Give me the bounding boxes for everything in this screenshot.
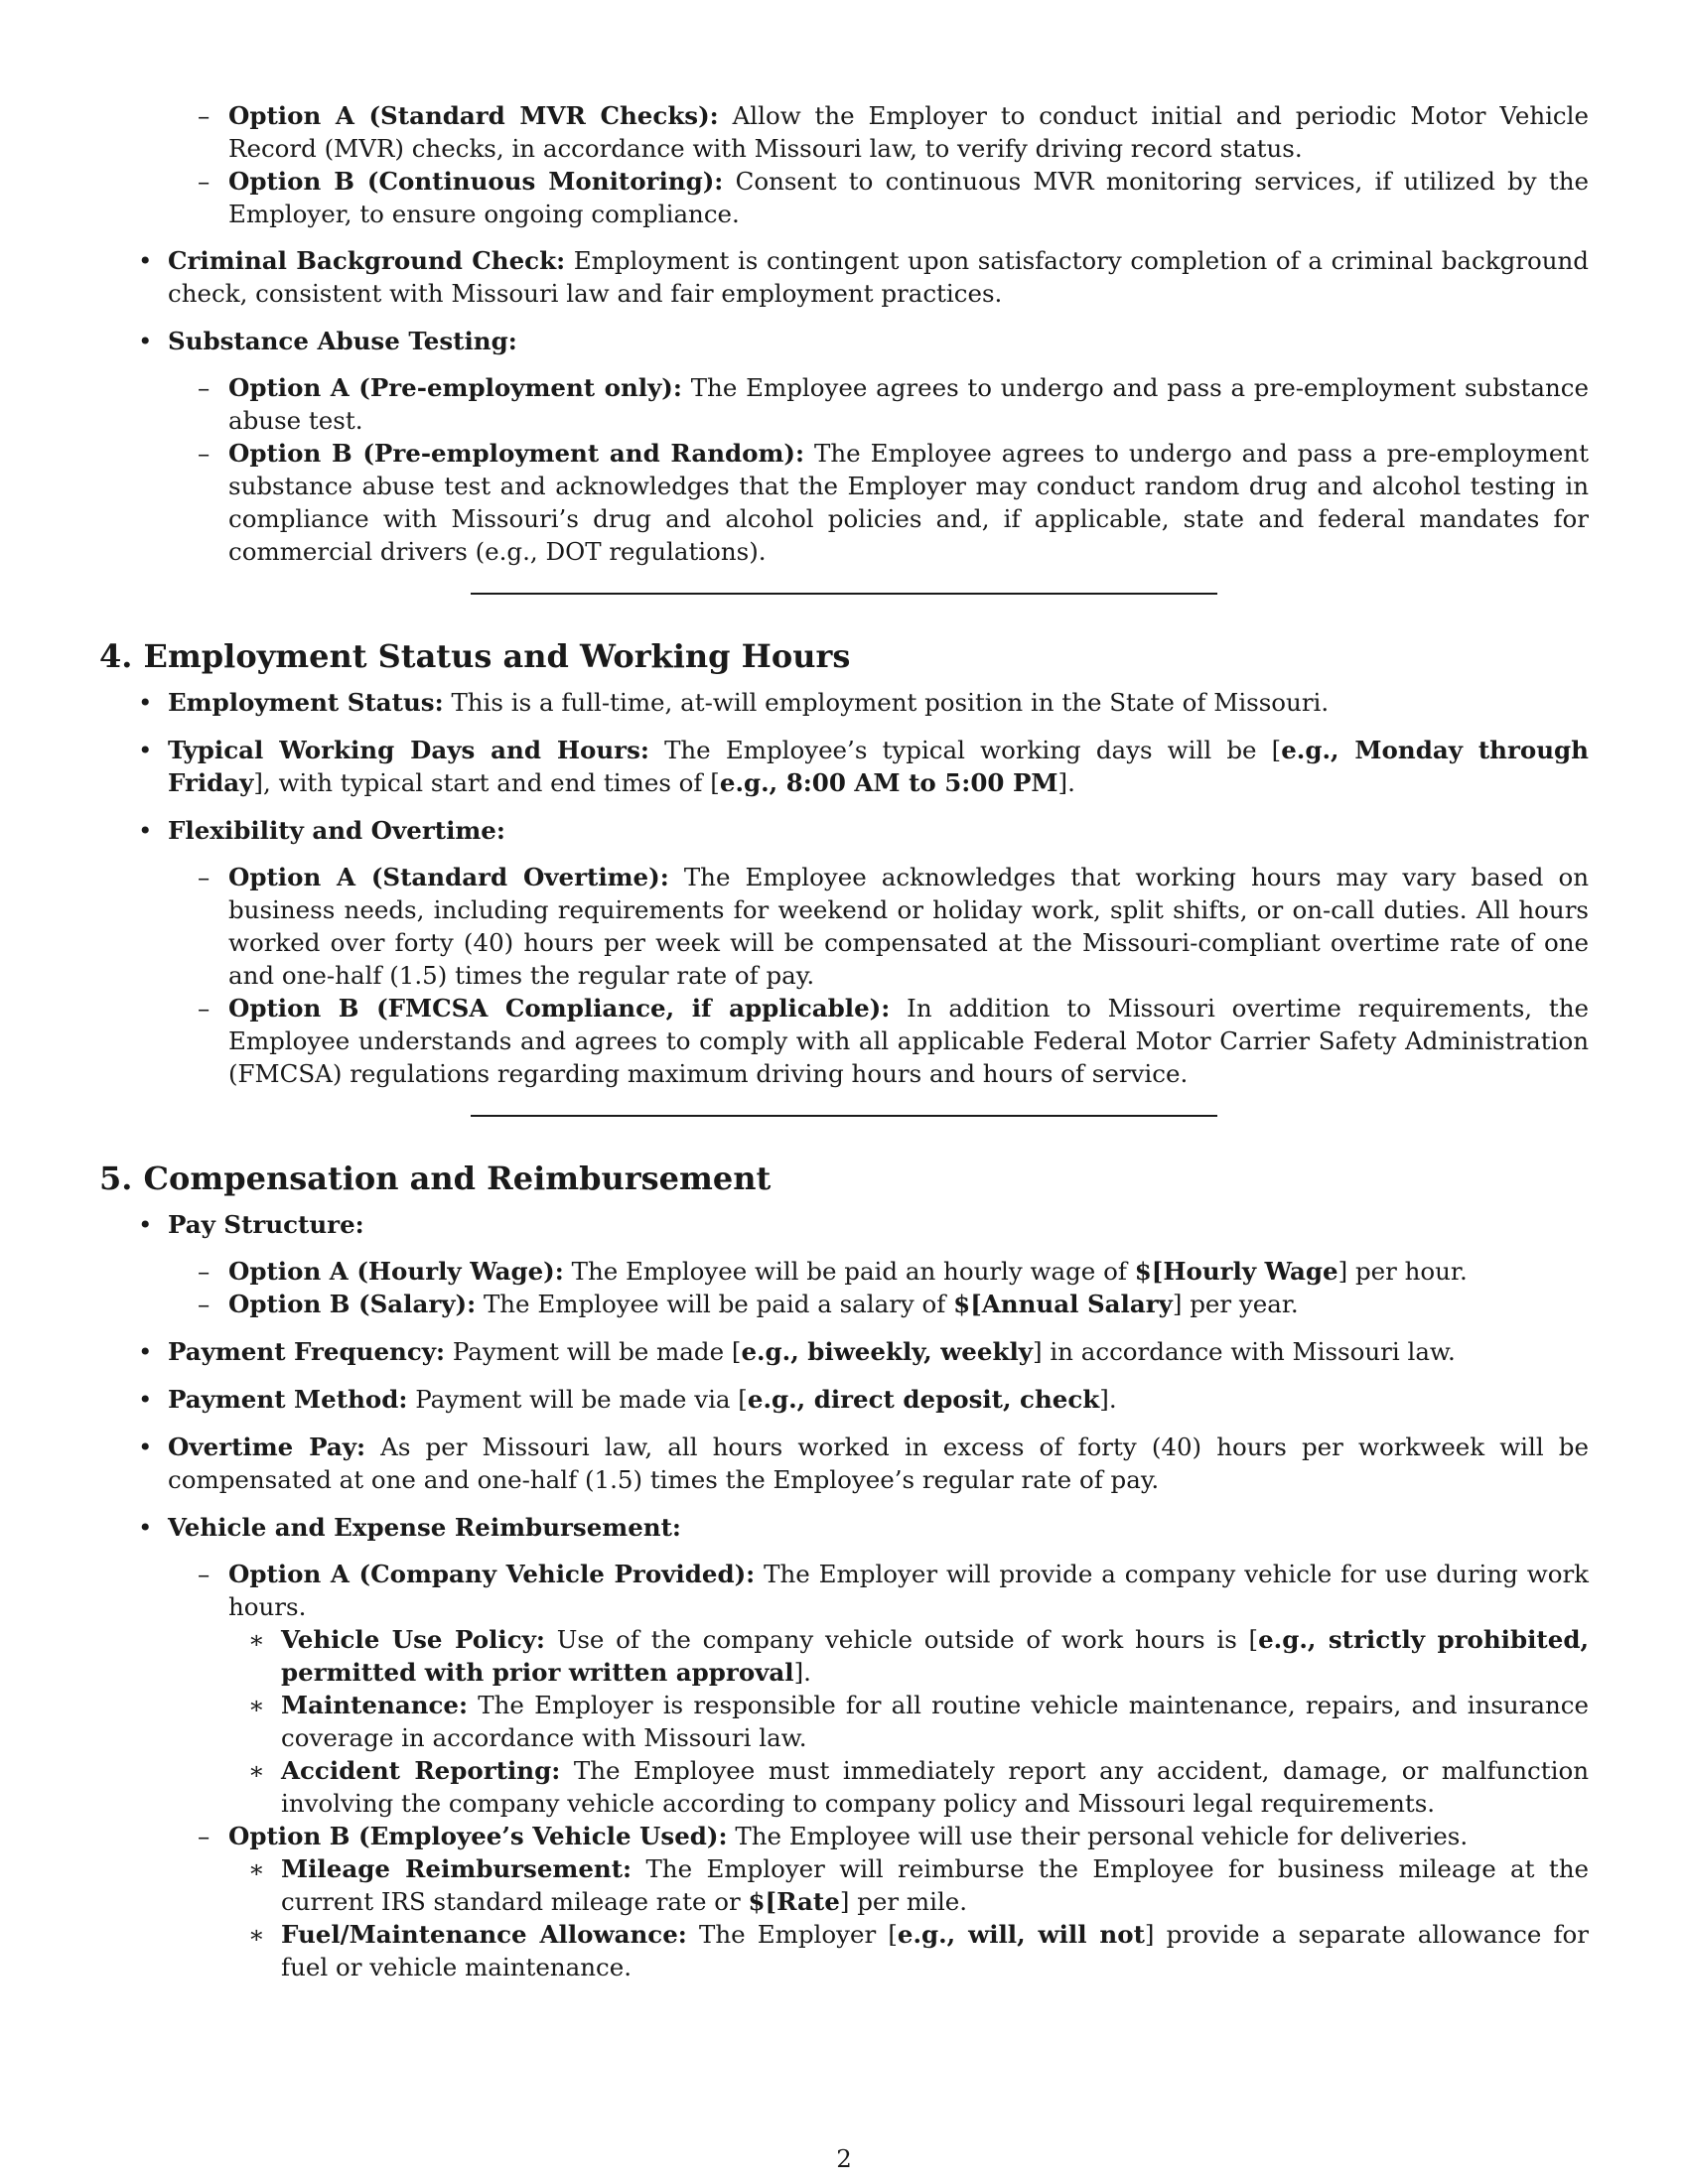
- company-vehicle-terms: [228, 1623, 1589, 1820]
- vehicle-maintenance: ∗ Maintenance: The Employer is responsible for all routine vehicle maintenance, repairs, and insurance coverage in accordance with Missouri law.: [228, 1689, 1589, 1754]
- pay-options: [168, 1255, 1589, 1320]
- pay-option-a: – Option A (Hourly Wage): The Employee will be paid an hourly wage of $[Hourly Wage] per hour.: [168, 1255, 1589, 1288]
- vehicle-reimbursement-item: • Vehicle and Expense Reimbursement: – Option A (Company Vehicle Provided): The Employer will provide a company vehicle for use during work hours. ∗ Vehicle Use Policy: Use of the company vehicle outside of work hours is [e.g., strictly prohibited, permitted with prior written approval]. ∗ Maintenance: The Employer is responsible for all routine vehicle maintenance, repairs, and insurance coverage in accordance with Missouri law. ∗ Accident Reporting: The Employee must immediately report any accident, damage, or malfunction involving the company vehicle according to company policy and Missouri legal requirements. – Option B (Employee’s Vehicle Used): The Employee will use their personal vehicle for deliveries. ∗ Mileage Reimbursement: The Employer will reimburse the Employee for business mileage at the current IRS standard mileage rate or $[Rate] per mile. ∗ Fuel/Maintenance Allowance: The Employer [e.g., will, will not] provide a separate allowance for fuel or vehicle maintenance.: [99, 1511, 1589, 1983]
- working-days-item: • Typical Working Days and Hours: The Employee’s typical working days will be [e.g., Monday through Friday], with typical start and end times of [e.g., 8:00 AM to 5:00 PM].: [99, 734, 1589, 799]
- section-4-list: [99, 686, 1589, 1090]
- fuel-allowance: ∗ Fuel/Maintenance Allowance: The Employer [e.g., will, will not] provide a separate allowance for fuel or vehicle maintenance.: [228, 1918, 1589, 1983]
- employment-status-item: • Employment Status: This is a full-time, at-will employment position in the State of Missouri.: [99, 686, 1589, 719]
- mvr-option-a: – Option A (Standard MVR Checks): Allow the Employer to conduct initial and periodic Motor Vehicle Record (MVR) checks, in accordance with Missouri law, to verify driving record status.: [99, 99, 1589, 165]
- mvr-options: [99, 99, 1589, 230]
- overtime-option-a: – Option A (Standard Overtime): The Employee acknowledges that working hours may vary based on business needs, including requirements for weekend or holiday work, split shifts, or on-call duties. All hours worked over forty (40) hours per week will be compensated at the Missouri-compliant overtime rate of one and one-half (1.5) times the regular rate of pay.: [168, 861, 1589, 992]
- section-divider: [471, 1115, 1217, 1117]
- criminal-check-item: • Criminal Background Check: Employment is contingent upon satisfactory completion of a criminal background check, consistent with Missouri law and fair employment practices.: [99, 244, 1589, 310]
- substance-option-b: – Option B (Pre-employment and Random): The Employee agrees to undergo and pass a pre-employment substance abuse test and acknowledges that the Employer may conduct random drug and alcohol testing in compliance with Missouri’s drug and alcohol policies and, if applicable, state and federal mandates for commercial drivers (e.g., DOT regulations).: [168, 437, 1589, 568]
- vehicle-options: [168, 1558, 1589, 1983]
- document-page: [99, 99, 1589, 1998]
- section-5-list: [99, 1208, 1589, 1983]
- overtime-option-b: – Option B (FMCSA Compliance, if applicable): In addition to Missouri overtime requirements, the Employee understands and agrees to comply with all applicable Federal Motor Carrier Safety Administration (FMCSA) regulations regarding maximum driving hours and hours of service.: [168, 992, 1589, 1090]
- vehicle-option-b: – Option B (Employee’s Vehicle Used): The Employee will use their personal vehicle for deliveries. ∗ Mileage Reimbursement: The Employer will reimburse the Employee for business mileage at the current IRS standard mileage rate or $[Rate] per mile. ∗ Fuel/Maintenance Allowance: The Employer [e.g., will, will not] provide a separate allowance for fuel or vehicle maintenance.: [168, 1820, 1589, 1983]
- substance-testing-item: • Substance Abuse Testing: – Option A (Pre-employment only): The Employee agrees to undergo and pass a pre-employment substance abuse test. – Option B (Pre-employment and Random): The Employee agrees to undergo and pass a pre-employment substance abuse test and acknowledges that the Employer may conduct random drug and alcohol testing in compliance with Missouri’s drug and alcohol policies and, if applicable, state and federal mandates for commercial drivers (e.g., DOT regulations).: [99, 325, 1589, 568]
- section-4-heading: 4. Employment Status and Working Hours: [99, 637, 851, 675]
- section-5-heading: 5. Compensation and Reimbursement: [99, 1160, 772, 1197]
- vehicle-use-policy: ∗ Vehicle Use Policy: Use of the company vehicle outside of work hours is [e.g., strictly prohibited, permitted with prior written approval].: [228, 1623, 1589, 1689]
- page-number: 2: [836, 2144, 852, 2173]
- mvr-option-b: – Option B (Continuous Monitoring): Consent to continuous MVR monitoring services, if utilized by the Employer, to ensure ongoing compliance.: [99, 165, 1589, 230]
- flexibility-item: • Flexibility and Overtime: – Option A (Standard Overtime): The Employee acknowledges that working hours may vary based on business needs, including requirements for weekend or holiday work, split shifts, or on-call duties. All hours worked over forty (40) hours per week will be compensated at the Missouri-compliant overtime rate of one and one-half (1.5) times the regular rate of pay. – Option B (FMCSA Compliance, if applicable): In addition to Missouri overtime requirements, the Employee understands and agrees to comply with all applicable Federal Motor Carrier Safety Administration (FMCSA) regulations regarding maximum driving hours and hours of service.: [99, 814, 1589, 1090]
- pay-option-b: – Option B (Salary): The Employee will be paid a salary of $[Annual Salary] per year.: [168, 1288, 1589, 1320]
- pay-structure-item: • Pay Structure: – Option A (Hourly Wage): The Employee will be paid an hourly wage of $[Hourly Wage] per hour. – Option B (Salary): The Employee will be paid a salary of $[Annual Salary] per year.: [99, 1208, 1589, 1320]
- overtime-pay-item: • Overtime Pay: As per Missouri law, all hours worked in excess of forty (40) hours per workweek will be compensated at one and one-half (1.5) times the Employee’s regular rate of pay.: [99, 1431, 1589, 1496]
- substance-options: [168, 371, 1589, 568]
- overtime-options: [168, 861, 1589, 1090]
- payment-frequency-item: • Payment Frequency: Payment will be made [e.g., biweekly, weekly] in accordance with Missouri law.: [99, 1335, 1589, 1368]
- accident-reporting: ∗ Accident Reporting: The Employee must immediately report any accident, damage, or malfunction involving the company vehicle according to company policy and Missouri legal requirements.: [228, 1754, 1589, 1820]
- vehicle-option-a: – Option A (Company Vehicle Provided): The Employer will provide a company vehicle for use during work hours. ∗ Vehicle Use Policy: Use of the company vehicle outside of work hours is [e.g., strictly prohibited, permitted with prior written approval]. ∗ Maintenance: The Employer is responsible for all routine vehicle maintenance, repairs, and insurance coverage in accordance with Missouri law. ∗ Accident Reporting: The Employee must immediately report any accident, damage, or malfunction involving the company vehicle according to company policy and Missouri legal requirements.: [168, 1558, 1589, 1820]
- screening-list: [99, 244, 1589, 568]
- personal-vehicle-terms: [228, 1852, 1589, 1983]
- payment-method-item: • Payment Method: Payment will be made via [e.g., direct deposit, check].: [99, 1383, 1589, 1416]
- substance-option-a: – Option A (Pre-employment only): The Employee agrees to undergo and pass a pre-employment substance abuse test.: [168, 371, 1589, 437]
- mileage-reimbursement: ∗ Mileage Reimbursement: The Employer will reimburse the Employee for business mileage at the current IRS standard mileage rate or $[Rate] per mile.: [228, 1852, 1589, 1918]
- section-divider: [471, 593, 1217, 595]
